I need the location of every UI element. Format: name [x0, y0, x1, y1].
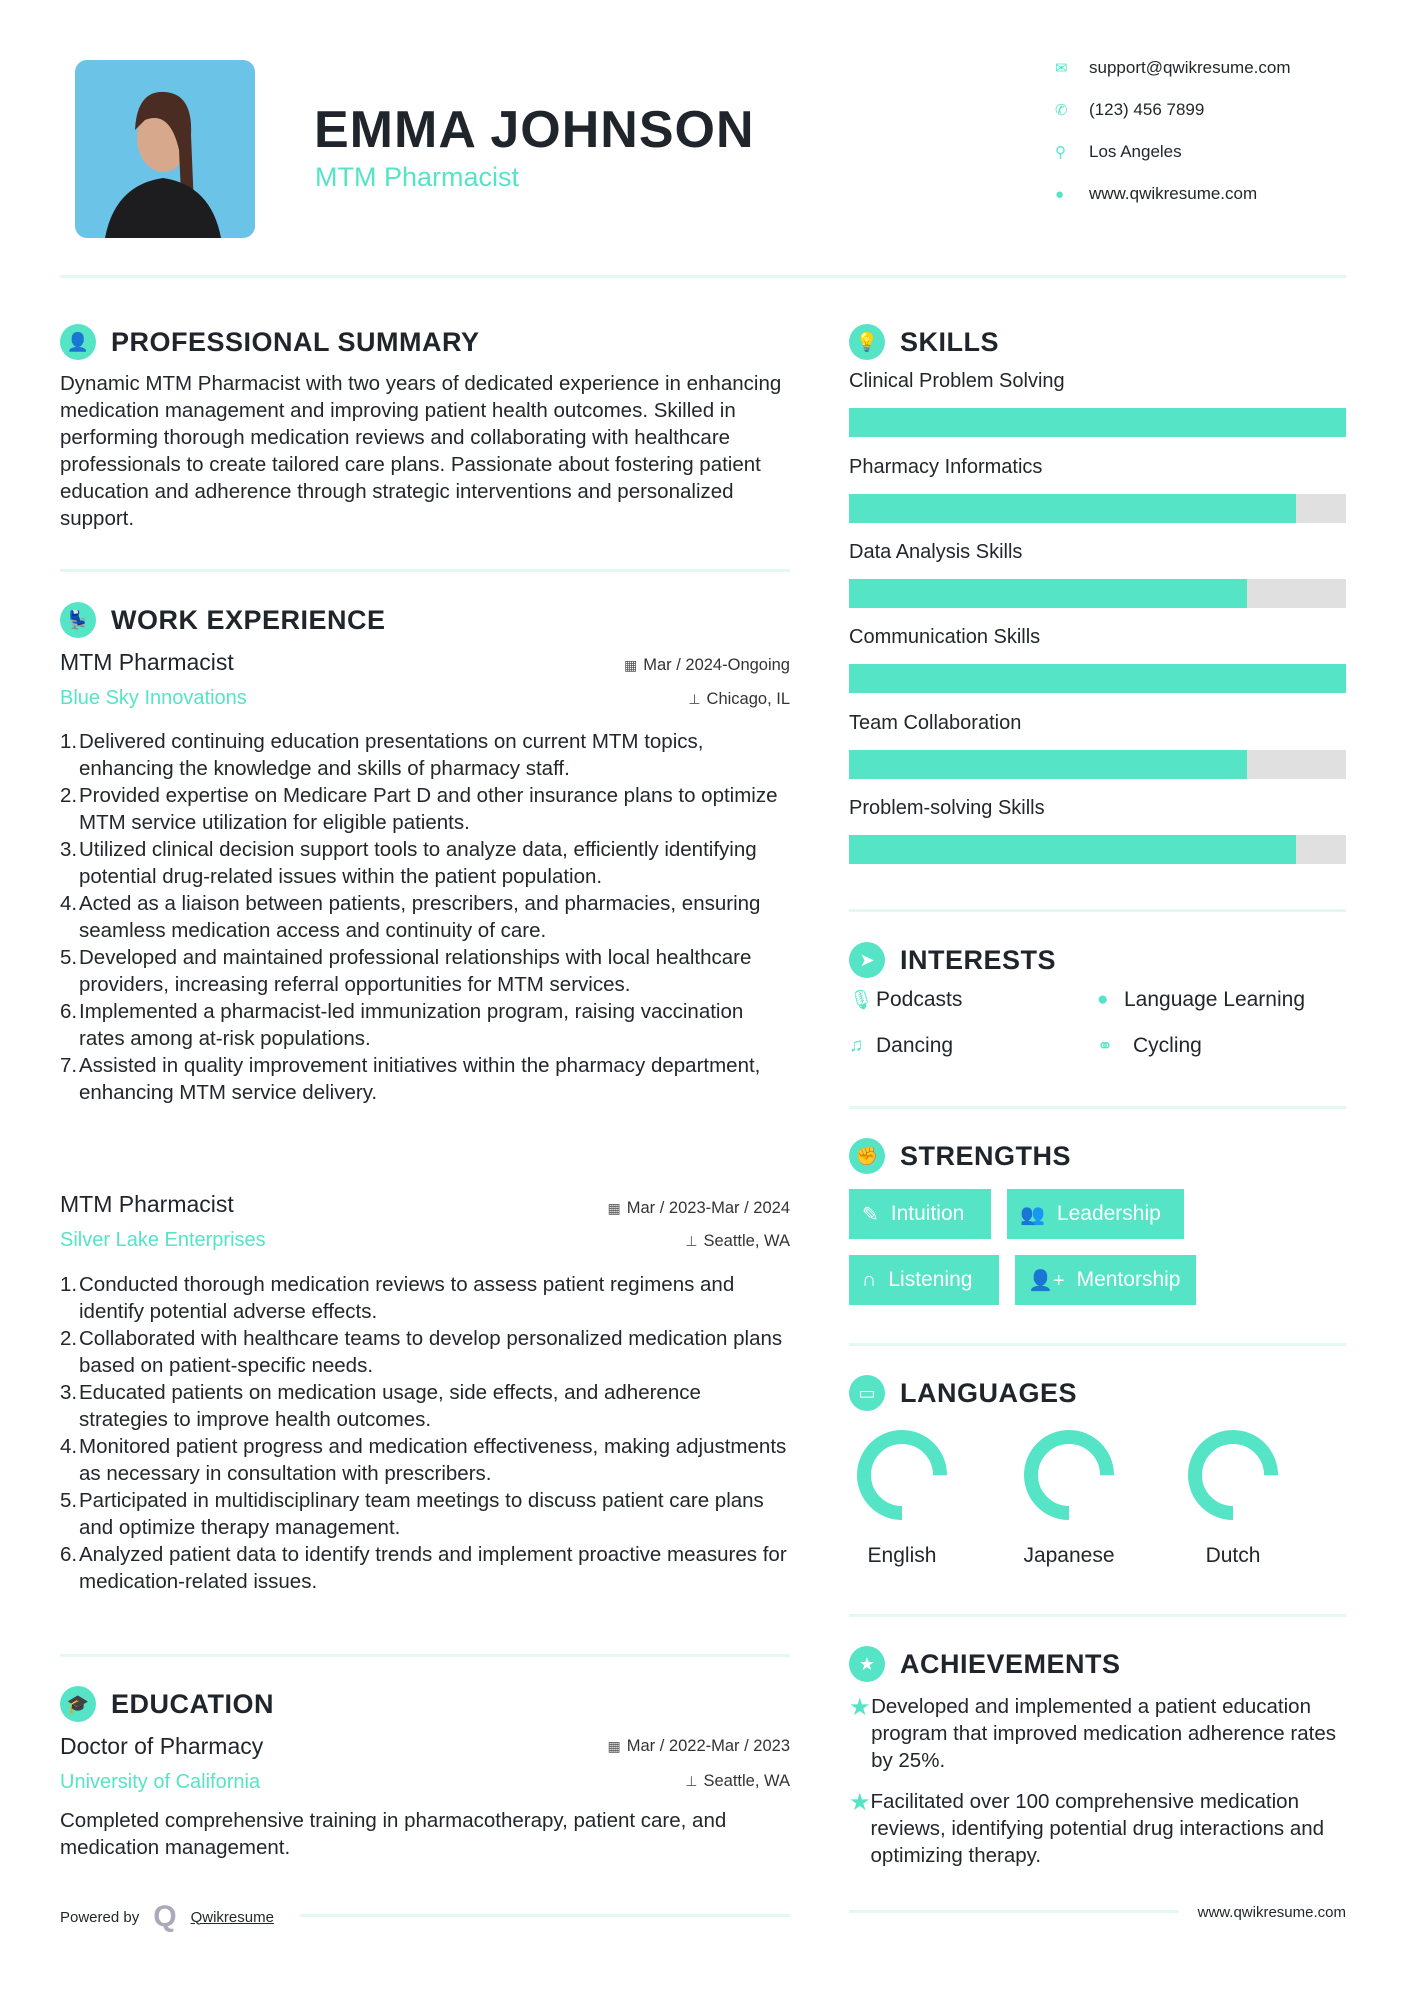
interest-item	[1097, 988, 1305, 1012]
users-icon: 👥	[1020, 1203, 1045, 1226]
pushpin-icon: ⊥	[685, 1773, 698, 1789]
divider	[849, 1106, 1346, 1109]
interests-heading	[849, 942, 1056, 978]
responsibility-item	[60, 890, 790, 944]
lightbulb-icon: 💡	[849, 324, 885, 360]
job-title: MTM Pharmacist	[60, 1191, 234, 1217]
responsibility-item	[60, 782, 790, 836]
summary-text: Dynamic MTM Pharmacist with two years of dedicated experience in enhancing medication management and improving patient health outcomes. Skilled in performing thorough medication reviews and collaborating with healthcare professionals to create tailored care plans. Passionate about fostering patient education and adherence through strategic interventions and personalized support.	[60, 372, 782, 530]
skill-name: Clinical Problem Solving	[849, 370, 1065, 392]
achievement-item	[849, 1788, 1346, 1869]
divider	[849, 1343, 1346, 1346]
interest-label: Language Learning	[1124, 988, 1306, 1011]
graduation-cap-icon: 🎓	[60, 1686, 96, 1722]
skill-bar	[849, 664, 1346, 693]
globe-icon: ●	[1055, 185, 1065, 203]
date-text: Mar / 2024-Ongoing	[643, 656, 790, 674]
qwikresume-logo-icon: Q	[153, 1900, 177, 1933]
pushpin-icon: ⊥	[685, 1233, 698, 1249]
achievements-heading	[849, 1646, 1121, 1682]
divider	[60, 1654, 790, 1657]
strength-tag	[1015, 1255, 1196, 1305]
item-number: 3.	[60, 1381, 78, 1404]
calendar-icon: ▦	[607, 1738, 621, 1754]
item-text: Collaborated with healthcare teams to develop personalized medication plans based on patient-specific needs.	[79, 1327, 783, 1377]
job-date	[624, 656, 790, 675]
header-divider	[60, 275, 1346, 278]
item-text: Analyzed patient data to identify trends and implement proactive measures for medication-related issues.	[79, 1543, 787, 1593]
item-number: 2.	[60, 1327, 78, 1350]
strengths-heading-text: STRENGTHS	[900, 1140, 1072, 1171]
strength-label: Listening	[888, 1268, 973, 1291]
job-title: MTM Pharmacist	[60, 649, 234, 675]
skill-name: Problem-solving Skills	[849, 797, 1045, 819]
summary-heading-text: PROFESSIONAL SUMMARY	[111, 326, 480, 357]
footer-divider	[300, 1914, 790, 1917]
envelope-icon: ✉	[1055, 60, 1068, 77]
school-name: University of California	[60, 1771, 261, 1793]
footer-divider	[849, 1910, 1179, 1913]
microphone-icon: 🎙	[849, 990, 874, 1011]
map-pin-icon: ⚲	[1055, 144, 1066, 161]
item-number: 6.	[60, 1543, 78, 1566]
email-text: support@qwikresume.com	[1089, 58, 1291, 77]
interest-item	[849, 1034, 953, 1058]
responsibility-item	[60, 1433, 790, 1487]
language-item	[1168, 1430, 1298, 1568]
language-card-icon: ▭	[849, 1375, 885, 1411]
languages-heading-text: LANGUAGES	[900, 1377, 1078, 1408]
item-number: 5.	[60, 1489, 78, 1512]
degree: Doctor of Pharmacy	[60, 1733, 264, 1759]
responsibility-item	[60, 728, 790, 782]
job-date	[608, 1199, 790, 1218]
divider	[849, 909, 1346, 912]
education-location	[685, 1772, 790, 1791]
item-number: 4.	[60, 892, 78, 915]
education-description: Completed comprehensive training in pharmacotherapy, patient care, and medication management.	[60, 1809, 727, 1859]
job-location	[685, 1232, 790, 1251]
strength-tag	[849, 1189, 991, 1239]
date-text: Mar / 2022-Mar / 2023	[626, 1737, 790, 1755]
interests-heading-text: INTERESTS	[900, 944, 1057, 975]
skill-name: Pharmacy Informatics	[849, 456, 1043, 478]
skill-bar-fill	[849, 835, 1296, 864]
responsibility-item	[60, 944, 790, 998]
item-text: Participated in multidisciplinary team meetings to discuss patient care plans and optimize therapy management.	[79, 1489, 764, 1539]
language-progress-ring	[857, 1430, 947, 1520]
item-number: 7.	[60, 1054, 78, 1077]
responsibility-item	[60, 1325, 790, 1379]
location-text: Seattle, WA	[703, 1772, 790, 1790]
candidate-name: EMMA JOHNSON	[314, 101, 755, 159]
company-name: Blue Sky Innovations	[60, 687, 247, 709]
responsibility-item	[60, 1052, 790, 1106]
contact-website[interactable]	[1055, 182, 1257, 206]
item-text: Monitored patient progress and medication effectiveness, making adjustments as necessary in consultation with prescribers.	[79, 1435, 787, 1485]
profile-photo	[75, 60, 255, 238]
skill-bar-fill	[849, 579, 1247, 608]
responsibility-item	[60, 836, 790, 890]
phone-icon: ✆	[1055, 102, 1068, 119]
divider	[849, 1614, 1346, 1617]
responsibility-item	[60, 1271, 790, 1325]
interest-item	[1097, 1034, 1202, 1058]
skills-heading	[849, 324, 999, 360]
skill-name: Communication Skills	[849, 626, 1041, 648]
powered-by-text: Powered by	[60, 1908, 140, 1926]
location-text: Los Angeles	[1089, 142, 1182, 161]
brand-link[interactable]: Qwikresume	[190, 1908, 274, 1926]
date-text: Mar / 2023-Mar / 2024	[626, 1199, 790, 1217]
responsibility-item	[60, 998, 790, 1052]
responsibility-item	[60, 1379, 790, 1433]
item-text: Utilized clinical decision support tools to analyze data, efficiently identifying potential drug-related issues within the patient population.	[79, 838, 757, 888]
item-number: 1.	[60, 730, 78, 753]
education-heading	[60, 1686, 274, 1722]
divider	[60, 569, 790, 572]
strengths-heading	[849, 1138, 1071, 1174]
item-number: 6.	[60, 1000, 78, 1023]
job-title: MTM Pharmacist	[315, 162, 520, 192]
skill-bar-fill	[849, 664, 1346, 693]
work-heading-text: WORK EXPERIENCE	[111, 604, 386, 635]
item-number: 3.	[60, 838, 78, 861]
briefcase-icon: 💺	[60, 602, 96, 638]
job-responsibilities	[60, 1271, 790, 1595]
star-icon: ★	[849, 1789, 871, 1816]
skill-bar	[849, 750, 1346, 779]
headphones-icon: ∩	[862, 1268, 877, 1291]
job-location	[688, 690, 790, 709]
language-progress-ring	[1188, 1430, 1278, 1520]
responsibility-item	[60, 1541, 790, 1595]
item-text: Provided expertise on Medicare Part D and other insurance plans to optimize MTM service utilization for eligible patients.	[79, 784, 778, 834]
strength-label: Intuition	[890, 1202, 965, 1225]
contact-phone	[1055, 98, 1204, 122]
strength-tag	[849, 1255, 999, 1305]
language-name: Dutch	[1205, 1544, 1261, 1567]
item-text: Delivered continuing education presentations on current MTM topics, enhancing the knowledge and skills of pharmacy staff.	[79, 730, 704, 780]
phone-text: (123) 456 7899	[1089, 100, 1205, 119]
interest-label: Podcasts	[876, 988, 963, 1011]
skill-bar	[849, 579, 1346, 608]
skill-bar	[849, 408, 1346, 437]
language-progress-ring	[1024, 1430, 1114, 1520]
skill-bar	[849, 494, 1346, 523]
languages-heading	[849, 1375, 1077, 1411]
contact-location	[1055, 140, 1182, 164]
fist-icon: ✊	[849, 1138, 885, 1174]
skill-bar-fill	[849, 494, 1296, 523]
location-text: Seattle, WA	[703, 1232, 790, 1250]
education-date	[608, 1737, 790, 1756]
skills-heading-text: SKILLS	[900, 326, 1000, 357]
achievement-item	[849, 1693, 1346, 1774]
bicycle-icon: ⚭	[1097, 1035, 1113, 1057]
item-text: Acted as a liaison between patients, prescribers, and pharmacies, ensuring seamless medication access and continuity of care.	[79, 892, 761, 942]
skill-name: Data Analysis Skills	[849, 541, 1023, 563]
interest-label: Cycling	[1133, 1034, 1202, 1057]
language-item	[837, 1430, 967, 1568]
strength-tag	[1007, 1189, 1184, 1239]
star-icon: ★	[849, 1694, 871, 1721]
achievements-heading-text: ACHIEVEMENTS	[900, 1648, 1121, 1679]
pushpin-icon: ⊥	[688, 691, 701, 707]
website-text: www.qwikresume.com	[1089, 184, 1258, 203]
item-number: 1.	[60, 1273, 78, 1296]
work-heading	[60, 602, 386, 638]
language-item	[1004, 1430, 1134, 1568]
company-name: Silver Lake Enterprises	[60, 1229, 266, 1251]
strength-label: Leadership	[1056, 1202, 1161, 1225]
paper-plane-icon: ➤	[849, 942, 885, 978]
item-text: Conducted thorough medication reviews to assess patient regimens and identify potential adverse effects.	[79, 1273, 735, 1323]
magic-wand-icon: ✎	[862, 1203, 879, 1226]
item-number: 2.	[60, 784, 78, 807]
calendar-icon: ▦	[624, 657, 638, 673]
user-icon: 👤	[60, 324, 96, 360]
calendar-icon: ▦	[607, 1200, 621, 1216]
star-badge-icon: ★	[849, 1646, 885, 1682]
strength-label: Mentorship	[1076, 1268, 1181, 1291]
item-number: 4.	[60, 1435, 78, 1458]
contact-email[interactable]	[1055, 56, 1291, 80]
music-icon: ♫	[849, 1035, 864, 1056]
item-text: Educated patients on medication usage, side effects, and adherence strategies to improve health outcomes.	[79, 1381, 701, 1431]
item-text: Implemented a pharmacist-led immunization program, raising vaccination rates among at-risk populations.	[79, 1000, 744, 1050]
summary-heading	[60, 324, 480, 360]
item-text: Assisted in quality improvement initiatives within the pharmacy department, enhancing MTM service delivery.	[79, 1054, 761, 1104]
item-text: Developed and maintained professional relationships with local healthcare providers, increasing referral opportunities for MTM services.	[79, 946, 752, 996]
interest-item	[849, 988, 962, 1012]
achievement-text: Facilitated over 100 comprehensive medication reviews, identifying potential drug interactions and optimizing therapy.	[870, 1790, 1325, 1867]
footer-powered-by	[60, 1900, 274, 1934]
interest-label: Dancing	[876, 1034, 954, 1057]
responsibility-item	[60, 1487, 790, 1541]
footer-website[interactable]: www.qwikresume.com	[1197, 1904, 1346, 1921]
skill-bar-fill	[849, 408, 1346, 437]
location-text: Chicago, IL	[706, 690, 790, 708]
skill-name: Team Collaboration	[849, 712, 1022, 734]
job-responsibilities	[60, 728, 790, 1106]
skill-bar-fill	[849, 750, 1247, 779]
globe-icon: ●	[1097, 989, 1109, 1010]
language-name: English	[867, 1544, 937, 1567]
user-plus-icon: 👤+	[1028, 1269, 1065, 1292]
language-name: Japanese	[1023, 1544, 1115, 1567]
skill-bar	[849, 835, 1346, 864]
item-number: 5.	[60, 946, 78, 969]
education-heading-text: EDUCATION	[111, 1688, 274, 1719]
achievement-text: Developed and implemented a patient education program that improved medication adherence rates by 25%.	[871, 1695, 1336, 1772]
